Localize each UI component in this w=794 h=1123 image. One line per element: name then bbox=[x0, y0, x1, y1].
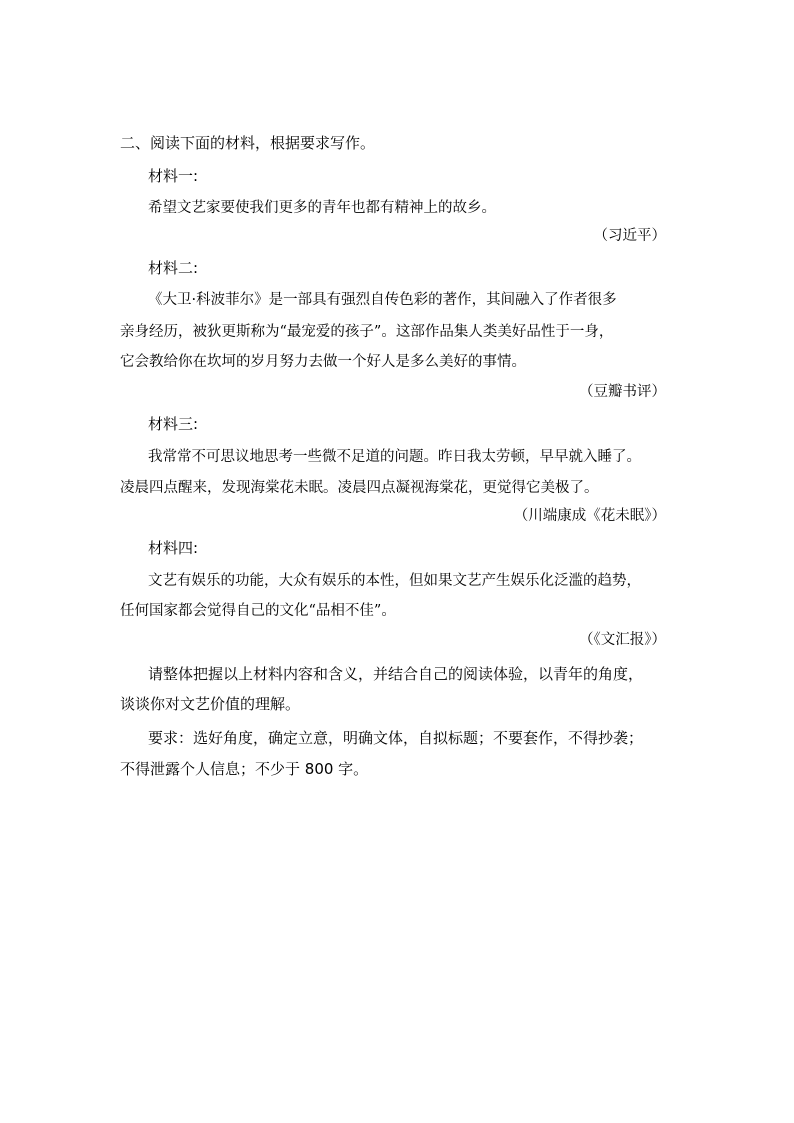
material-4-label: 材料四: bbox=[148, 539, 199, 557]
requirements-line-2: 不得泄露个人信息；不少于 800 字。 bbox=[120, 760, 369, 778]
task-line-1: 请整体把握以上材料内容和含义，并结合自己的阅读体验，以青年的角度， bbox=[148, 665, 644, 683]
material-4-line-1: 文艺有娱乐的功能，大众有娱乐的本性，但如果文艺产生娱乐化泛滥的趋势， bbox=[148, 573, 641, 589]
material-4-line-2: 任何国家都会觉得自己的文化“品相不佳”。 bbox=[120, 603, 396, 619]
question-heading: 二、阅读下面的材料，根据要求写作。 bbox=[120, 134, 376, 152]
material-3-line-1: 我常常不可思议地思考一些微不足道的问题。昨日我太劳顿，早早就入睡了。 bbox=[148, 449, 641, 465]
material-2-line-1: 《大卫·科波菲尔》是一部具有强烈自传色彩的著作，其间融入了作者很多 bbox=[148, 292, 617, 308]
material-3-label: 材料三: bbox=[148, 415, 199, 433]
material-4-source: （《文汇报》） bbox=[579, 632, 666, 648]
material-3-source: （川端康成《花未眠》） bbox=[513, 508, 666, 524]
material-1-label: 材料一: bbox=[148, 167, 199, 185]
material-2-source: （豆瓣书评） bbox=[579, 384, 666, 400]
material-2-label: 材料二: bbox=[148, 259, 199, 277]
material-3-line-2: 凌晨四点醒来，发现海棠花未眠。凌晨四点凝视海棠花，更觉得它美极了。 bbox=[120, 480, 599, 496]
requirements-line-1: 要求：选好角度，确定立意，明确文体，自拟标题；不要套作，不得抄袭； bbox=[148, 729, 644, 747]
material-2-line-2: 亲身经历，被狄更斯称为“最宠爱的孩子”。这部作品集人类美好品性于一身， bbox=[120, 324, 614, 340]
material-1-source: （习近平） bbox=[593, 228, 666, 244]
task-line-2: 谈谈你对文艺价值的理解。 bbox=[120, 695, 301, 713]
material-2-line-3: 它会教给你在坎坷的岁月努力去做一个好人是多么美好的事情。 bbox=[120, 354, 526, 370]
material-1-line-1: 希望文艺家要使我们更多的青年也都有精神上的故乡。 bbox=[148, 200, 496, 216]
